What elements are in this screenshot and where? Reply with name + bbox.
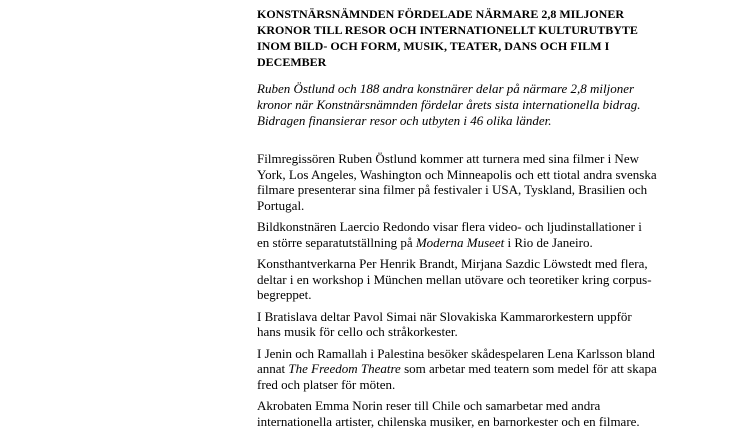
museum-name: Moderna Museet — [415, 234, 505, 250]
paragraph-circus: Akrobaten Emma Norin reser till Chile och samarbetar med andra internationella artister, chilenska musiker, en barnorkester och en filmare. — [257, 398, 640, 429]
article — [257, 0, 657, 429]
paragraph-music: I Bratislava deltar Pavol Simai när Slovakiska Kammarorkestern uppför hans musik för cello och stråkorkester. — [257, 308, 632, 339]
paragraph-film: Filmregissören Ruben Östlund kommer att turnera med sina filmer i New York, Los Angeles, Washington och Minneapolis och ett tiotal andra svenska filmare presenterar sina filmer på festivaler i USA, Tyskland, Brasilien och Portugal. — [257, 151, 657, 213]
article-headline: KONSTNÄRSNÄMNDEN FÖRDELADE NÄRMARE 2,8 MILJONER KRONOR TILL RESOR OCH INTERNATIONELLT KULTURUTBYTE INOM BILD- OCH FORM, MUSIK, TEATER, DANS OCH FILM I DECEMBER — [257, 7, 638, 69]
paragraph-theatre-text-2: som arbetar med teatern som medel för att skapa fred och platser för möten. — [257, 361, 657, 392]
paragraph-theatre-text-1: I Jenin och Ramallah i Palestina besöker skådespelaren Lena Karlsson bland annat — [257, 345, 655, 376]
article-lead: Ruben Östlund och 188 andra konstnärer delar på närmare 2,8 miljoner kronor när Konstnärsnämnden fördelar årets sista internationella bidrag. Bidragen finansierar resor och utbyten i 46 olika länder. — [257, 81, 641, 128]
paragraph-craft: Konsthantverkarna Per Henrik Brandt, Mirjana Sazdic Löwstedt med flera, deltar i en workshop i München mellan utövare och teoretiker kring corpus-begreppet. — [257, 256, 652, 302]
paragraph-art — [257, 219, 657, 250]
theatre-name: The Freedom Theatre — [288, 361, 401, 376]
paragraph-theatre — [257, 346, 657, 393]
paragraph-art-text-1: Bildkonstnären Laercio Redondo visar flera video- och ljudinstallationer i en större separatutställning på — [257, 219, 642, 250]
paragraph-art-text-2: i Rio de Janeiro. — [504, 234, 593, 250]
